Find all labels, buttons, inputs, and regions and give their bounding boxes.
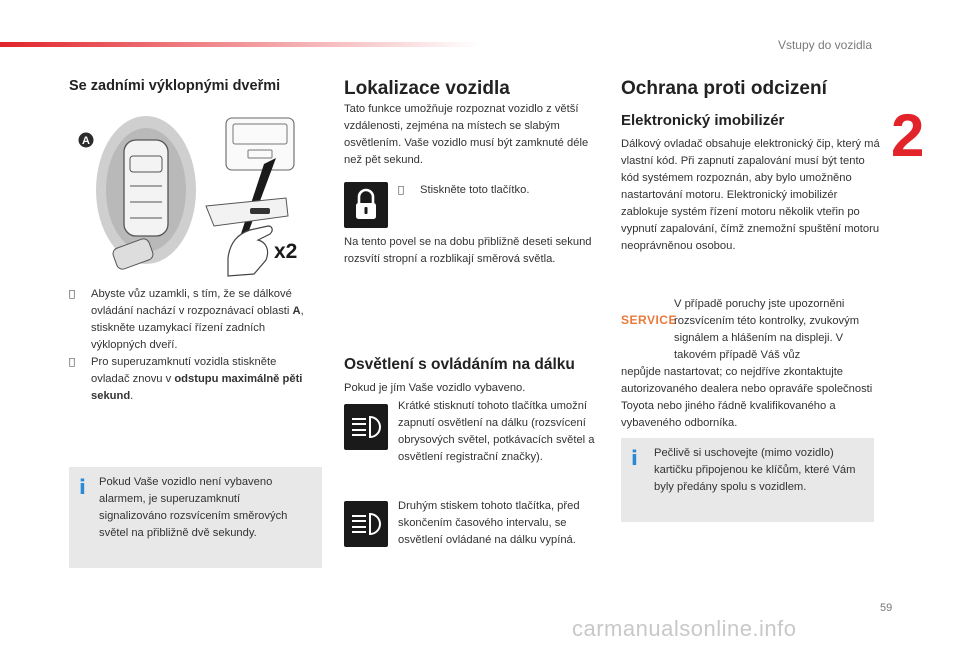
checkbox-icon	[398, 182, 404, 199]
right-info-text: Pečlivě si uschovejte (mimo vozidlo) kartičku připojenou ke klíčům, které Vám byly předány spolu s vozidlem.	[654, 447, 856, 493]
section-title: Vstupy do vozidla	[777, 38, 872, 52]
light-button-image-off	[344, 501, 388, 547]
immobilizer-text: Dálkový ovladač obsahuje elektronický čip, který má vlastní kód. Při zapnutí zapalování musí být tento kód systémem rozpoznán, aby bylo umožněno nastartování motoru. Elektronický imobilizér zablokuje systém řízení motoru několik vteřin po vypnutí zapalování, čímž znemožní spuštění motoru neoprávněnou osobou.	[621, 138, 880, 252]
checkbox-icon	[69, 286, 75, 303]
page-number: 59	[880, 602, 893, 614]
lock-step: Stiskněte toto tlačítko.	[398, 182, 598, 199]
right-section-title: Ochrana proti odcizení	[621, 78, 827, 99]
chapter-number: 2	[891, 102, 925, 169]
headlamp-icon	[344, 501, 388, 547]
locate-intro: Tato funkce umožňuje rozpoznat vozidlo z větší vzdálenosti, zejména na místech se slabým osvětlením. Vaše vozidlo musí být zamknuté déle než pět sekund.	[344, 103, 589, 166]
immobilizer-subtitle: Elektronický imobilizér	[621, 112, 785, 129]
middle-section-title: Lokalizace vozidla	[344, 78, 510, 99]
bullet-superlock: Pro superuzamknutí vozidla stiskněte ovladač znovu v odstupu maximálně pěti sekund.	[69, 354, 314, 405]
info-icon: i	[631, 446, 638, 470]
service-text-full: nepůjde nastartovat; co nejdříve zkontaktujte autorizovaného dealera nebo opraváře společnosti Toyota nebo jiného řádně kvalifikovaného a vybaveného odborníka.	[621, 366, 873, 429]
bullet-lock: Abyste vůz uzamkli, s tím, že se dálkové ovládání nachází v rozpoznávací oblasti A, stiskněte uzamykací řízení zadních výklopných dveří.	[69, 286, 314, 354]
tailgate-figure	[78, 112, 313, 282]
area-a-label: A	[82, 135, 90, 147]
watermark: carmanualsonline.info	[572, 616, 797, 641]
light-button-image-on	[344, 404, 388, 450]
light-off-text: Druhým stiskem tohoto tlačítka, před skončením časového intervalu, se osvětlení ovládané na dálku vypíná.	[398, 500, 580, 546]
left-bullet-list	[69, 286, 314, 405]
light-on-text: Krátké stisknutí tohoto tlačítka umožní zapnutí osvětlení na dálku (rozsvícení obrysových světel, potkávacích světel a osvětlení registrační značky).	[398, 400, 595, 463]
left-info-text: Pokud Vaše vozidlo není vybaveno alarmem, je superuzamknutí signalizováno rozsvícením směrových světel na přibližně dvě sekundy.	[99, 476, 288, 539]
left-section-title: Se zadními výklopnými dveřmi	[69, 78, 281, 94]
remote-lighting-title: Osvětlení s ovládáním na dálku	[344, 356, 575, 373]
info-icon: i	[79, 475, 86, 499]
service-text-indented: V případě poruchy jste upozorněni rozsvícením této kontrolky, zvukovým signálem a hlášením na displeji. V takovém případě Váš vůz	[674, 298, 860, 361]
padlock-icon	[344, 182, 388, 228]
lock-button-image	[344, 182, 388, 228]
remote-lighting-intro: Pokud je jím Vaše vozidlo vybaveno.	[344, 382, 526, 394]
service-warning-icon: SERVICE	[621, 313, 677, 327]
press-twice-label: x2	[274, 240, 298, 263]
left-info-box	[69, 467, 322, 568]
headlamp-icon	[344, 404, 388, 450]
right-info-box	[621, 438, 874, 522]
locate-after-text: Na tento povel se na dobu přibližně deseti sekund rozsvítí stropní a rozblikají směrová světla.	[344, 236, 592, 265]
checkbox-icon	[69, 354, 75, 371]
header-accent-bar	[0, 42, 480, 47]
